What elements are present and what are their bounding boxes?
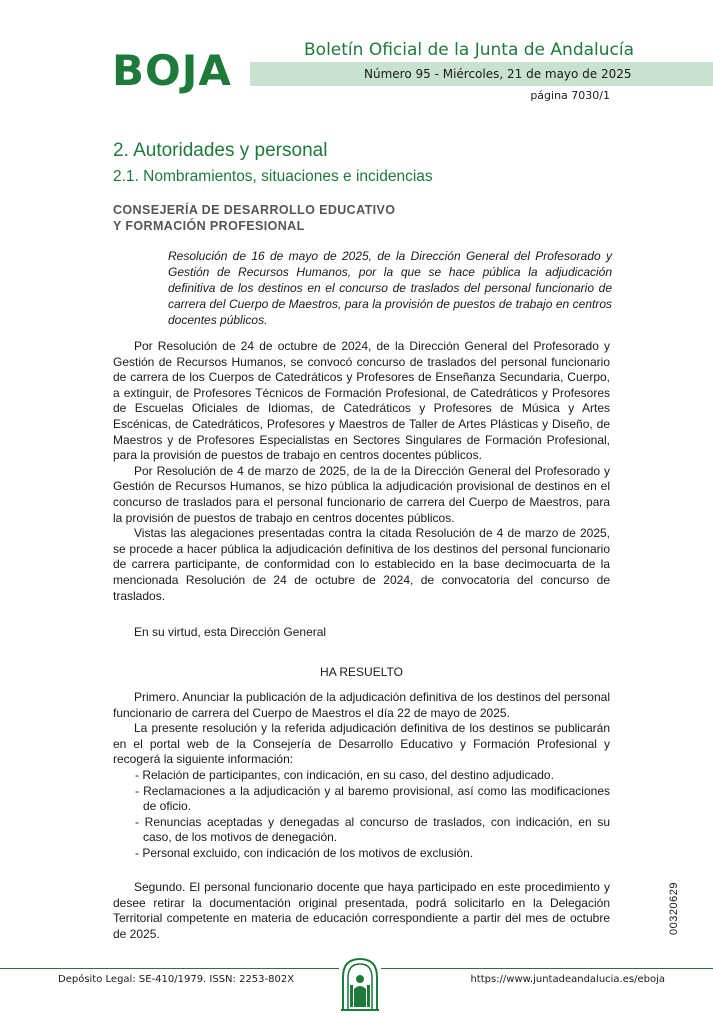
- paragraph-3: Vistas las alegaciones presentadas contra la citada Resolución de 4 de marzo de 2025, se procede a hacer pública la adjudicación definitiva de los destinos del personal funcionario de carrera participante, de conformidad con lo establecido en la base decimocuarta de la mencionada Resolución de 24 de octubre de 2024, de convocatoria del concurso de traslados.: [113, 526, 610, 603]
- boja-logo: BOJA: [112, 46, 232, 95]
- resolved-heading: HA RESUELTO: [320, 665, 403, 679]
- virtue-text: En su virtud, esta Dirección General: [134, 625, 327, 639]
- issue-line: Número 95 - Miércoles, 21 de mayo de 2025: [364, 67, 632, 81]
- body-block-2: [113, 690, 610, 862]
- first-article-b: La presente resolución y la referida adjudicación definitiva de los destinos se publicarán en el portal web de la Consejería de Desarrollo Educativo y Formación Profesional y recogerá la siguiente información:: [113, 721, 610, 767]
- page-label: página 7030/1: [530, 89, 610, 102]
- section-title: 2. Autoridades y personal: [113, 140, 328, 161]
- gazette-title: Boletín Oficial de la Junta de Andalucía: [304, 40, 635, 60]
- document-code: 00320629: [668, 882, 680, 935]
- body-block-3: [113, 880, 610, 942]
- first-article: Primero. Anunciar la publicación de la adjudicación definitiva de los destinos del personal funcionario de carrera del Cuerpo de Maestros el día 22 de mayo de 2025.: [113, 690, 610, 720]
- resolution-abstract: Resolución de 16 de mayo de 2025, de la Dirección General del Profesorado y Gestión de Recursos Humanos, por la que se hace pública la adjudicación definitiva de los destinos en el concurso de traslados del personal funcionario de carrera del Cuerpo de Maestros, para la provisión de puestos de trabajo en centros docentes públicos.: [168, 249, 612, 327]
- section-subtitle: 2.1. Nombramientos, situaciones e incidencias: [113, 168, 433, 185]
- list-item: - Reclamaciones a la adjudicación y al baremo provisional, así como las modificaciones de oficio.: [135, 783, 610, 814]
- department-line-2: Y FORMACIÓN PROFESIONAL: [113, 219, 305, 233]
- list-item: - Relación de participantes, con indicación, en su caso, del destino adjudicado.: [135, 767, 554, 782]
- footer-url-link[interactable]: https://www.juntadeandalucia.es/eboja: [470, 974, 665, 985]
- department-heading: [113, 202, 395, 234]
- list-item: - Personal excluido, con indicación de los motivos de exclusión.: [135, 845, 474, 860]
- second-article: Segundo. El personal funcionario docente que haya participado en este procedimiento y desee retirar la documentación original presentada, podrá solicitarlo en la Delegación Territorial competente en materia de educación correspondiente a partir del mes de octubre de 2025.: [113, 880, 610, 941]
- paragraph-2: Por Resolución de 4 de marzo de 2025, de la de la Dirección General del Profesorado y Gestión de Recursos Humanos, se hizo pública la adjudicación provisional de destinos en el concurso de traslados para el personal funcionario de carrera del Cuerpo de Maestros, para la provisión de puestos de trabajo en centros docentes públicos.: [113, 463, 610, 525]
- list-item: - Renuncias aceptadas y denegadas al concurso de traslados, con indicación, en su caso, de los motivos de denegación.: [135, 814, 610, 845]
- legal-deposit: Depósito Legal: SE-410/1979. ISSN: 2253-802X: [58, 974, 295, 985]
- junta-andalucia-emblem-icon: [339, 955, 381, 1013]
- paragraph-1: Por Resolución de 24 de octubre de 2024, de la Dirección General del Profesorado y Gestión de Recursos Humanos, se convocó concurso de traslados del personal funcionario de carrera de los Cuerpos de Catedráticos y Profesores de Enseñanza Secundaria, Cuerpo, a extinguir, de Profesores Técnicos de Formación Profesional, de Catedráticos y Profesores de Escuelas Oficiales de Idiomas, de Catedráticos y Profesores de Música y Artes Escénicas, de Catedráticos, Profesores y Maestros de Taller de Artes Plásticas y Diseño, de Maestros y de Profesores Especialistas en Sectores Singulares de Formación Profesional, para la provisión de puestos de trabajo en centros docentes públicos.: [113, 339, 610, 463]
- virtue-line: [113, 625, 610, 641]
- body-block-1: [113, 339, 610, 604]
- department-line-1: CONSEJERÍA DE DESARROLLO EDUCATIVO: [113, 203, 396, 217]
